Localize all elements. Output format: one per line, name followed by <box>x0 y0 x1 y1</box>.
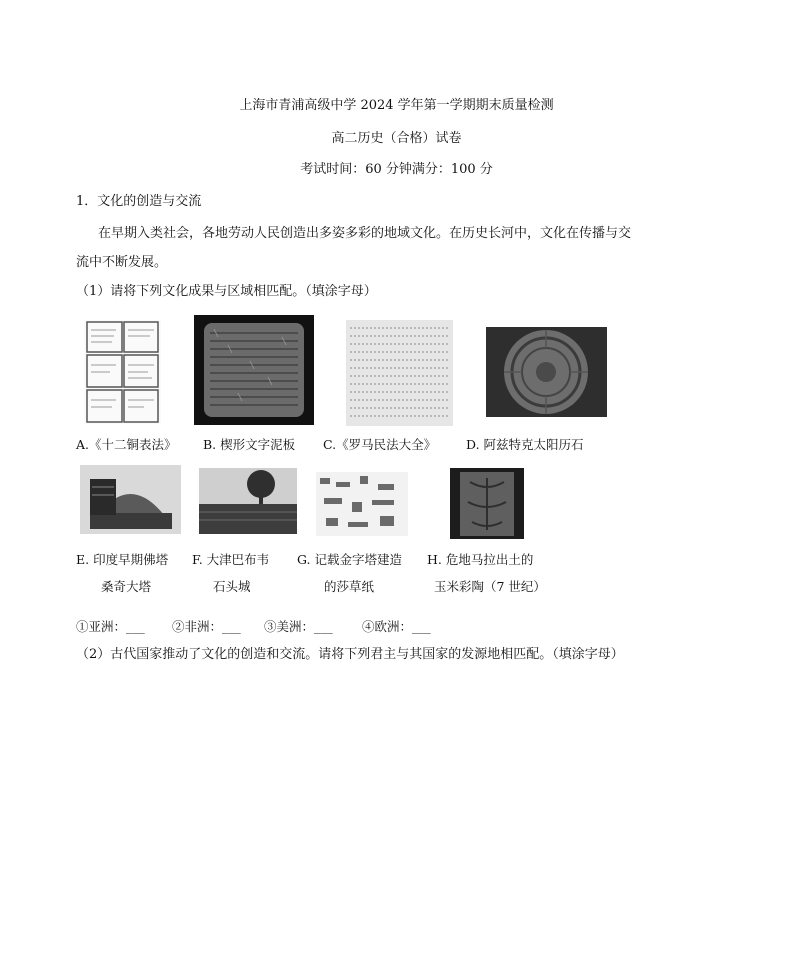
caption-g-line1: G. 记载金字塔建造 <box>297 552 402 567</box>
papyrus-photo <box>316 472 408 536</box>
exam-info: 考试时间：60 分钟满分：100 分 <box>300 162 493 177</box>
caption-f-line2: 石头城 <box>213 579 251 594</box>
caption-h-line1: H. 危地马拉出土的 <box>427 552 534 567</box>
caption-d: D. 阿兹特克太阳历石 <box>466 437 584 452</box>
answer-asia: ①亚洲：___ <box>76 619 145 634</box>
answer-europe: ④欧洲：___ <box>362 619 431 634</box>
roman-civil-law-photo <box>346 320 453 426</box>
twelve-tables-photo <box>84 320 161 424</box>
caption-e-line1: E. 印度早期佛塔 <box>76 552 169 567</box>
aztec-calendar-stone-photo <box>486 327 607 417</box>
maize-pottery-photo <box>450 468 524 539</box>
question-2: （2）古代国家推动了文化的创造和交流。请将下列君主与其国家的发源地相匹配。（填涂字母） <box>76 647 624 662</box>
caption-a: A.《十二铜表法》 <box>76 437 177 452</box>
question-1: （1）请将下列文化成果与区域相匹配。（填涂字母） <box>76 284 377 299</box>
caption-c: C.《罗马民法大全》 <box>323 437 437 452</box>
great-zimbabwe-photo <box>199 468 297 534</box>
caption-g-line2: 的莎草纸 <box>324 579 375 594</box>
caption-f-line1: F. 大津巴布韦 <box>192 552 270 567</box>
sanchi-stupa-photo <box>80 465 181 534</box>
intro-paragraph-line2: 流中不断发展。 <box>76 255 168 270</box>
caption-h-line2: 玉米彩陶（7 世纪） <box>434 579 546 594</box>
intro-paragraph-line1: 在早期入类社会，各地劳动人民创造出多姿多彩的地域文化。在历史长河中，文化在传播与交 <box>98 226 632 241</box>
cuneiform-tablet-photo <box>194 315 314 425</box>
caption-b: B. 楔形文字泥板 <box>203 437 296 452</box>
caption-e-line2: 桑奇大塔 <box>101 579 152 594</box>
exam-subject-title: 高二历史（合格）试卷 <box>331 131 462 146</box>
section-title: 1．文化的创造与交流 <box>76 194 202 209</box>
exam-school-title: 上海市青浦高级中学 2024 学年第一学期期末质量检测 <box>239 98 554 113</box>
answer-americas: ③美洲：___ <box>264 619 333 634</box>
answer-africa: ②非洲：___ <box>172 619 241 634</box>
